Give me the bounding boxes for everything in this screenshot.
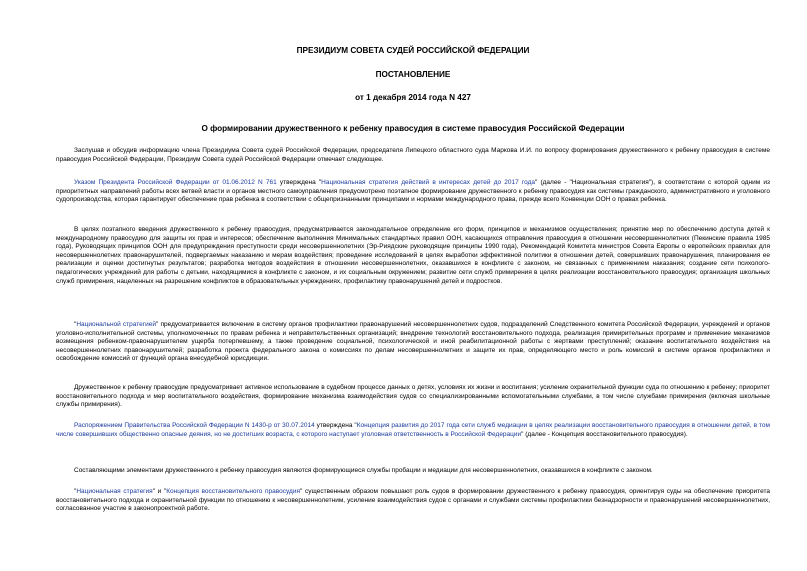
paragraph-4 (56, 321, 770, 364)
presidential-decree-link[interactable]: Указом Президента Российской Федерации от 01.06.2012 N 761 (74, 179, 277, 186)
paragraph-7-text: Составляющими элементами дружественного к ребенку правосудия являются формирующиеся службы пробации и медиации для несовершеннолетних, оказавшихся в конфликте с законом. (74, 467, 653, 474)
paragraph-1 (56, 147, 770, 164)
paragraph-8-quote: " (74, 488, 77, 495)
paragraph-2-text-1: утверждена " (276, 179, 322, 186)
document-date: от 1 декабря 2014 года N 427 (355, 93, 471, 102)
national-strategy-link[interactable]: Национальная стратегия действий в интересах детей до 2017 года (321, 179, 535, 186)
mediation-concept-link[interactable]: Концепция развития до 2017 года сети служб медиации в целях реализации восстановительного правосудия в отношении детей, в том числе совершивших общественно опасные деяния, но не достигших возраста, с которого наступает уголовная ответственность в Российской Федерации (56, 422, 770, 438)
document-type-heading: ПОСТАНОВЛЕНИЕ (375, 70, 451, 79)
paragraph-4-text: " предусматривается включение в систему органов профилактики правонарушений несовершеннолетних судов, подразделений Следственного комитета Российской Федерации, учреждений и органов уголовно-исполнительной системы, уполномоченных по правам ребенка и неправительственных организаций; внедрение технологий восстановительного подхода, реализация примирительных программ и применение механизмов возмещения ребенком-правонарушителем ущерба потерпевшему, а также проведение социальной, психологической и иной реабилитационной работы с жертвами преступлений; оказание воспитательного воздействия на несовершеннолетних правонарушителей; разработка проекта федерального закона о комиссиях по делам несовершеннолетних и защите их прав, определяющего место и роль комиссий в системе органов профилактики и освобождение комиссий от функций органа внесудебной юрисдикции. (56, 321, 771, 363)
paragraph-3-text: В целях поэтапного введения дружественного к ребенку правосудия, предусматривается законодательное определение его форм, принципов и механизмов осуществления; принятие мер по обеспечению доступа детей к международному правосудию для защиты их прав и интересов; обеспечение выполнения Минимальных стандартных правил ООН, касающихся отправления правосудия в отношении несовершеннолетних (Пекинские правила 1985 года), Руководящих принципов ООН для предупреждения преступности среди несовершеннолетних (Эр-Риядские руководящие принципы 1990 года), Рекомендаций Комитета министров Совета Европы о европейских правилах для несовершеннолетних правонарушителей, подвергаемых наказанию и мерам воздействия; проведение исследований в целях выработки эффективной политики в отношении детей, совершивших правонарушения, планирования ее реализации и оценки достигнутых результатов; разработка методов воздействия в отношении несовершеннолетних, оказавшихся в конфликте с законом, не связанных с применением наказания; создание сети психолого-педагогических учреждений для работы с детьми, находящимися в конфликте с законом, и их социальным окружением; развитие сети служб примирения в целях реализации восстановительного правосудия; организация школьных служб примирения, нацеленных на разрешение конфликтов в образовательных учреждениях, профилактику правонарушений детей и подростков. (56, 226, 770, 285)
paragraph-6 (56, 422, 770, 439)
paragraph-8-text-1: " и " (152, 488, 167, 495)
paragraph-2-text-2: " (далее - "Национальная стратегия"), в соответствии с которой одним из приоритетных направлений работы всех ветвей власти и органов местного самоуправления предусмотрено поэтапное формирование дружественного к ребенку правосудия как системы гражданского, административного и уголовного судопроизводства, которая гарантирует обеспечение прав ребенка в соответствии с общепризнанными принципами и нормами международного права, прежде всего Конвенции ООН о правах ребенка. (56, 179, 770, 204)
paragraph-8-text-2: " существенным образом повышают роль судов в формировании дружественного к ребенку правосудия, ориентируя суды на обеспечение приоритета восстановительного подхода и охранительной функции по отношению к несовершеннолетним, усиление взаимодействия судов с органами и службами системы профилактики безнадзорности и правонарушений несовершеннолетних, согласованное участие в законопроектной работе. (56, 488, 770, 513)
restorative-justice-concept-link[interactable]: Концепция восстановительного правосудия (166, 488, 300, 495)
paragraph-3 (56, 226, 770, 286)
government-order-link[interactable]: Распоряжением Правительства Российской Федерации N 1430-р от 30.07.2014 (74, 422, 315, 429)
paragraph-6-text-2: " (далее - Концепция восстановительного правосудия). (521, 430, 688, 438)
paragraph-1-text: Заслушав и обсудив информацию члена Президиума Совета судей Российской Федерации, председателя Липецкого областного суда Маркова И.И. по вопросу формирования дружественного к ребенку правосудия в системе правосудия Российской Федерации, Президиум Совета судей Российской Федерации отмечает следующее. (56, 147, 770, 163)
paragraph-5 (56, 384, 770, 410)
paragraph-8 (56, 488, 770, 514)
document-title: О формировании дружественного к ребенку правосудия в системе правосудия Российской Федерации (201, 124, 625, 133)
national-strategy-link-3[interactable]: Национальная стратегия (76, 488, 153, 495)
paragraph-4-quote: " (74, 321, 77, 328)
paragraph-5-text: Дружественное к ребенку правосудие предусматривает активное использование в судебном процессе данных о детях, условиях их жизни и воспитания; усиление охранительной функции суда по отношению к ребенку; приоритет восстановительного подхода и мер воспитательного воздействия, формирование механизма взаимодействия судов со специализированными вспомогательными службами, в том числе службами примирения (включая школьные службы примирения). (56, 384, 770, 409)
national-strategy-link-2[interactable]: Национальной стратегией (76, 321, 157, 328)
organization-heading: ПРЕЗИДИУМ СОВЕТА СУДЕЙ РОССИЙСКОЙ ФЕДЕРАЦИИ (296, 46, 530, 55)
paragraph-2 (56, 179, 770, 205)
paragraph-6-text-1: утверждена " (314, 422, 357, 429)
paragraph-7 (56, 467, 770, 476)
